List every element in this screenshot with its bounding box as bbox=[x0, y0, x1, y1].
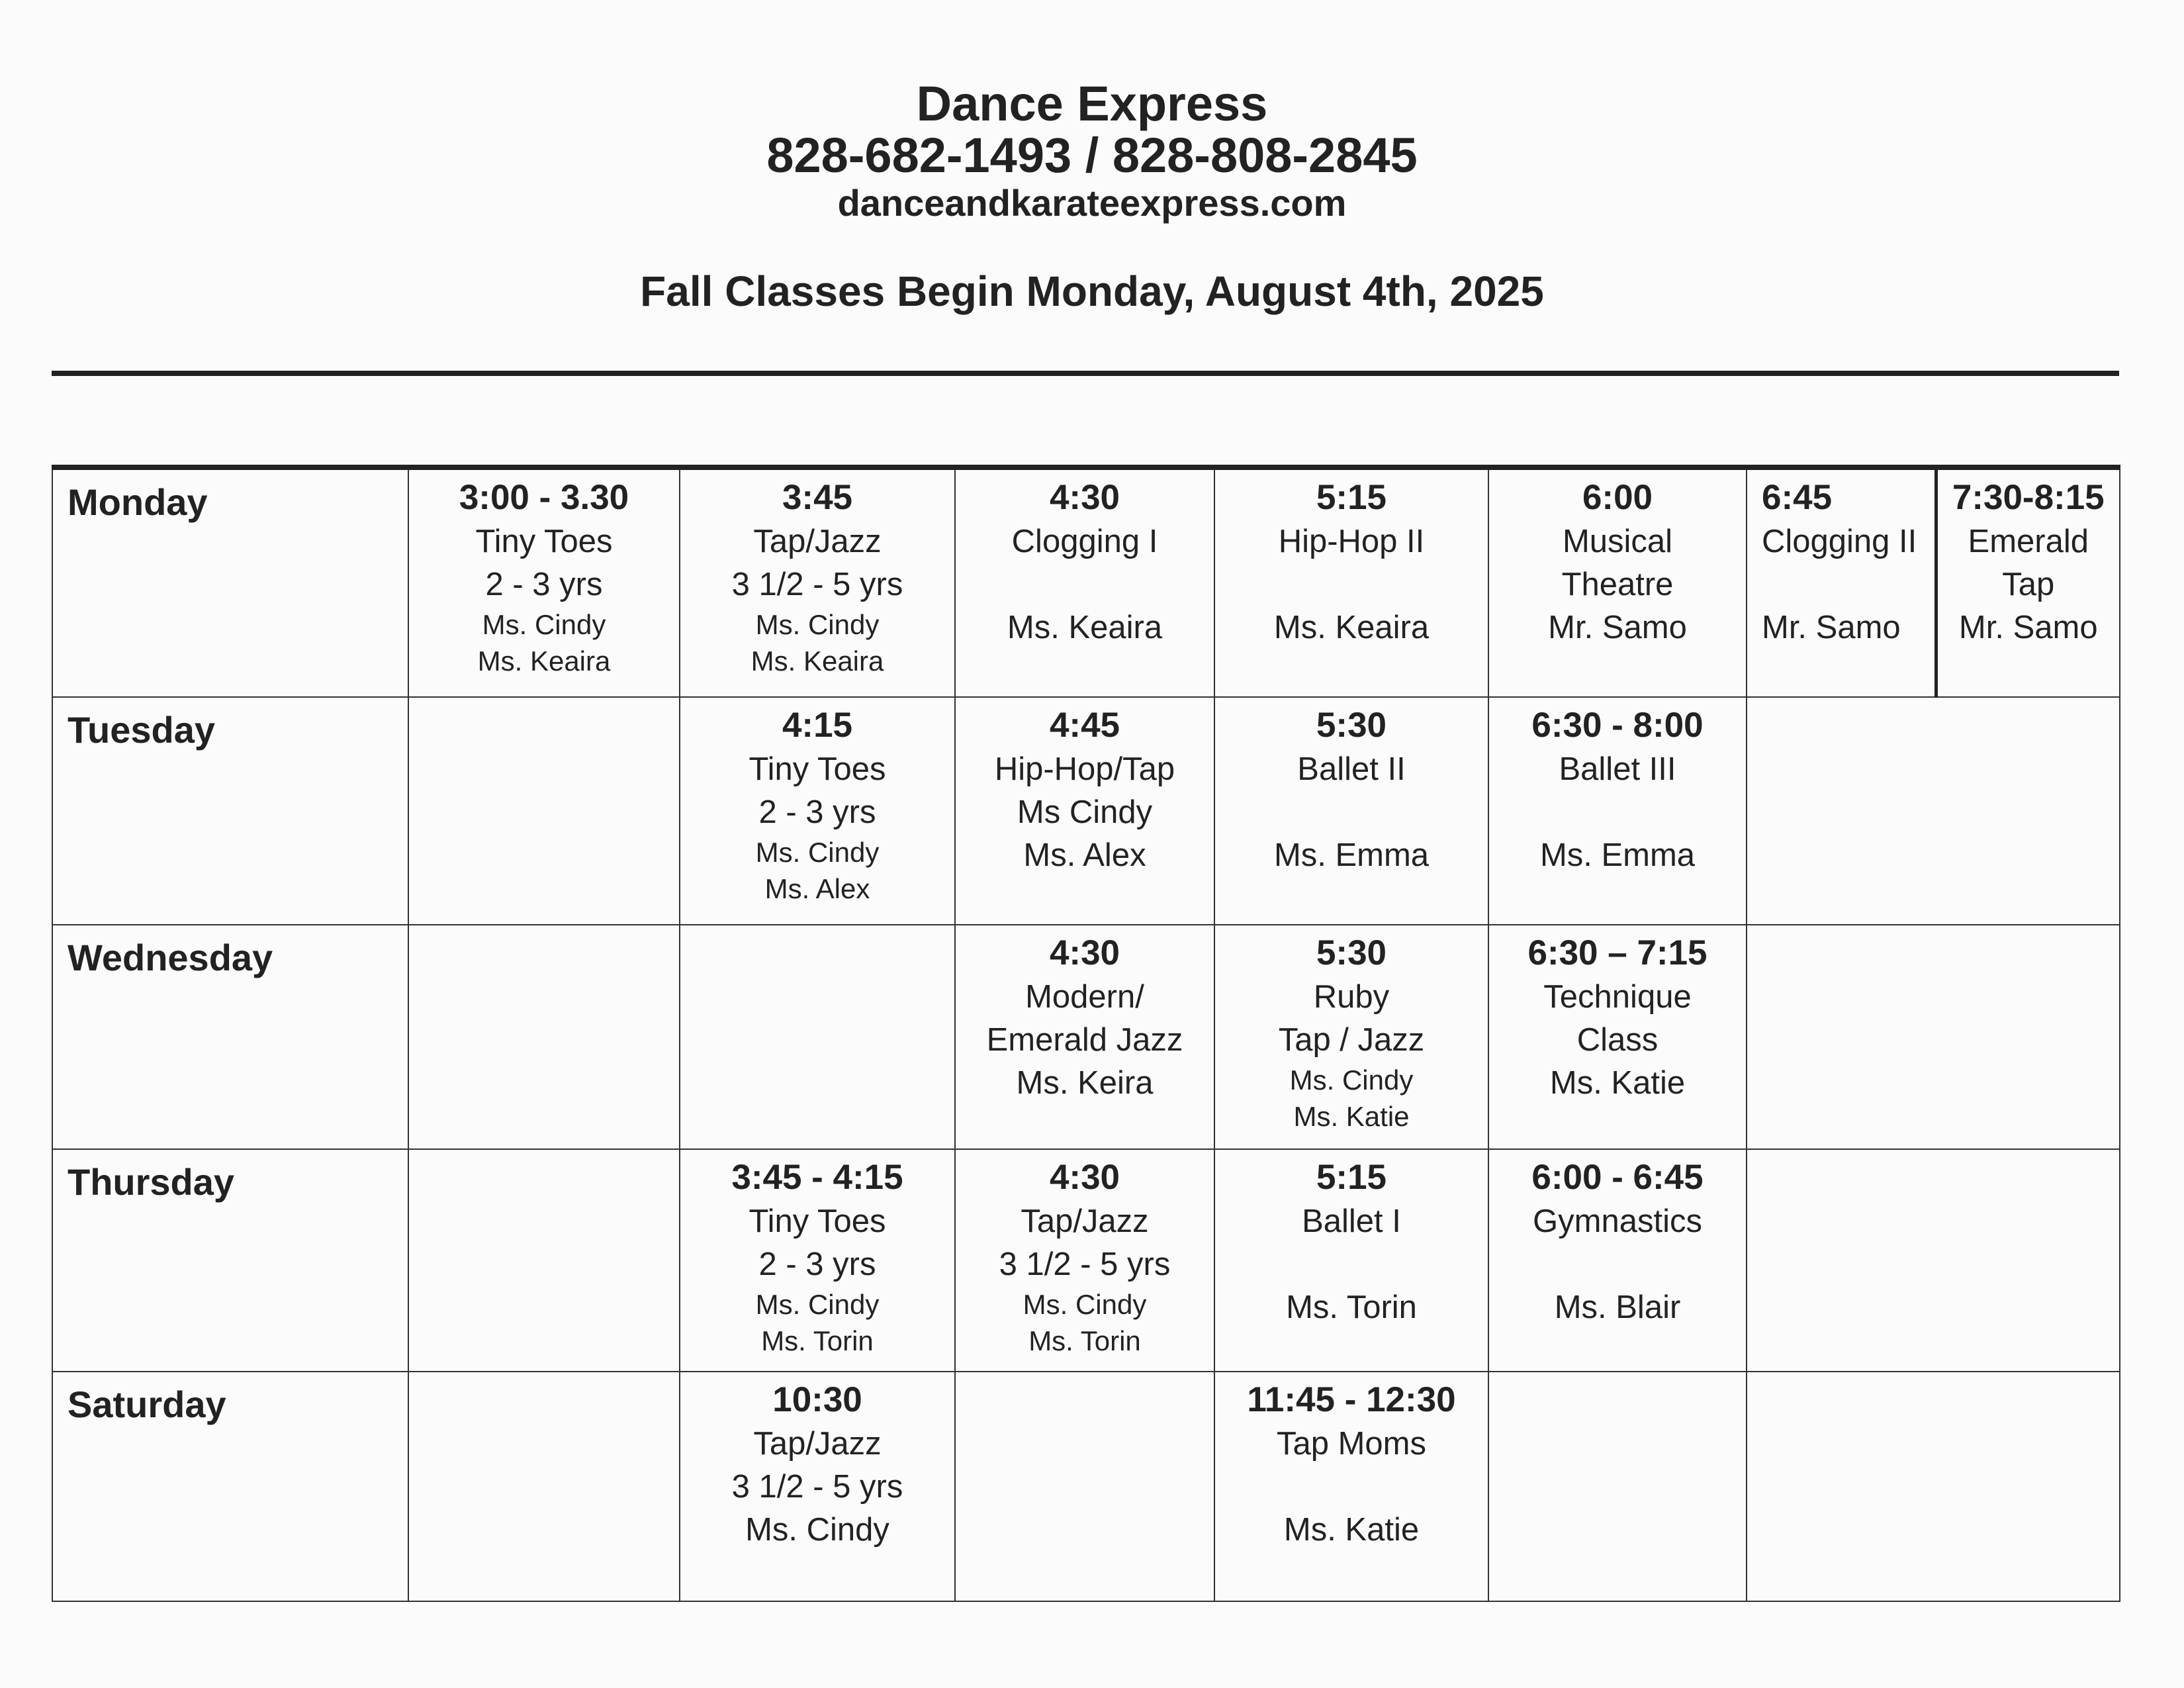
class-name: Gymnastics bbox=[1533, 1203, 1702, 1239]
class-time: 3:45 bbox=[782, 478, 853, 517]
class-name: Tap/Jazz bbox=[1021, 1203, 1149, 1239]
class-name: Ballet II bbox=[1297, 751, 1406, 787]
class-cell bbox=[680, 1149, 955, 1372]
class-name-cont: Emerald Jazz bbox=[986, 1022, 1183, 1058]
class-cell bbox=[1747, 467, 1936, 697]
empty-cell bbox=[408, 1372, 680, 1601]
class-cell bbox=[408, 467, 680, 697]
class-teacher: Mr. Samo bbox=[1958, 610, 2098, 645]
class-name: Hip-Hop/Tap bbox=[994, 751, 1175, 787]
class-schedule-table bbox=[52, 465, 2120, 1602]
class-teacher: Ms. Cindy bbox=[755, 609, 880, 640]
class-teacher: Ms. Torin bbox=[761, 1325, 874, 1356]
class-name: Hip-Hop II bbox=[1278, 524, 1425, 559]
class-name: Modern/ bbox=[1025, 979, 1144, 1015]
empty-cell bbox=[408, 925, 680, 1149]
class-name: Emerald bbox=[1968, 524, 2089, 559]
class-name: Ballet III bbox=[1559, 751, 1676, 787]
class-teacher: Mr. Samo bbox=[1548, 610, 1687, 645]
class-cell bbox=[680, 697, 955, 925]
class-name: Tap/Jazz bbox=[753, 1426, 882, 1462]
class-teacher: Ms. Cindy bbox=[755, 1288, 880, 1320]
class-teacher: Ms. Katie bbox=[1293, 1101, 1410, 1133]
day-label: Wednesday bbox=[52, 925, 408, 1149]
class-teacher: Ms. Katie bbox=[1549, 1065, 1686, 1102]
schedule-row-thursday bbox=[52, 1149, 2120, 1372]
class-name: Tiny Toes bbox=[749, 751, 886, 787]
class-name: Tap Moms bbox=[1276, 1426, 1426, 1462]
schedule-row-saturday bbox=[52, 1372, 2120, 1601]
class-cell bbox=[1214, 1149, 1488, 1372]
class-teacher: Ms. Katie bbox=[1283, 1512, 1420, 1548]
class-teacher: Ms. Cindy bbox=[745, 1512, 889, 1548]
class-teacher: Ms. Blair bbox=[1554, 1289, 1681, 1325]
class-teacher: Ms. Torin bbox=[1286, 1289, 1417, 1325]
empty-cell bbox=[1747, 1372, 2120, 1601]
class-teacher: Ms. Emma bbox=[1273, 837, 1430, 873]
class-cell bbox=[1488, 467, 1747, 697]
class-ages: 2 - 3 yrs bbox=[485, 567, 603, 602]
class-time: 4:15 bbox=[782, 705, 853, 745]
class-ages: 2 - 3 yrs bbox=[758, 1246, 876, 1282]
class-time: 6:00 - 6:45 bbox=[1531, 1157, 1704, 1197]
day-label: Monday bbox=[52, 467, 408, 697]
class-teacher: Ms. Alex bbox=[764, 872, 870, 904]
class-time: 11:45 - 12:30 bbox=[1247, 1380, 1456, 1420]
empty-cell bbox=[955, 1372, 1214, 1601]
class-cell bbox=[955, 697, 1214, 925]
class-cell bbox=[955, 467, 1214, 697]
class-time: 6:00 bbox=[1582, 478, 1653, 517]
empty-cell bbox=[680, 925, 955, 1149]
class-cell bbox=[1214, 925, 1488, 1149]
class-name: Musical bbox=[1562, 524, 1673, 559]
class-cell bbox=[955, 925, 1214, 1149]
class-cell bbox=[1214, 1372, 1488, 1601]
schedule-row-tuesday bbox=[52, 697, 2120, 925]
class-teacher: Ms. Cindy bbox=[482, 609, 606, 640]
class-cell bbox=[1488, 925, 1747, 1149]
empty-cell bbox=[408, 697, 680, 925]
schedule-row-wednesday bbox=[52, 925, 2120, 1149]
class-time: 3:00 - 3.30 bbox=[459, 478, 629, 517]
class-name: Ballet I bbox=[1302, 1203, 1401, 1239]
empty-cell bbox=[1747, 925, 2120, 1149]
class-time: 3:45 - 4:15 bbox=[731, 1157, 903, 1197]
class-ages: 3 1/2 - 5 yrs bbox=[731, 1469, 903, 1505]
empty-cell bbox=[408, 1149, 680, 1372]
class-teacher: Ms. Torin bbox=[1028, 1325, 1141, 1356]
class-time: 6:30 - 8:00 bbox=[1531, 705, 1704, 745]
empty-cell bbox=[1747, 1149, 2120, 1372]
class-teacher: Ms. Cindy bbox=[755, 836, 880, 868]
class-name-cont: Theatre bbox=[1561, 567, 1674, 602]
class-teacher: Ms. Alex bbox=[1023, 837, 1146, 873]
class-time: 5:30 bbox=[1316, 933, 1387, 973]
class-time: 6:45 bbox=[1762, 478, 1833, 517]
class-time: 4:45 bbox=[1049, 705, 1120, 745]
class-name-cont: Tap / Jazz bbox=[1278, 1022, 1425, 1058]
class-teacher: Mr. Samo bbox=[1762, 610, 1901, 645]
day-label: Saturday bbox=[52, 1372, 408, 1601]
class-cell bbox=[1488, 1149, 1747, 1372]
class-name: Tap/Jazz bbox=[753, 524, 882, 559]
day-label: Tuesday bbox=[52, 697, 408, 925]
class-teacher: Ms. Cindy bbox=[1023, 1288, 1147, 1320]
class-name-cont: Tap bbox=[2002, 567, 2055, 602]
class-name: Clogging I bbox=[1011, 524, 1158, 559]
class-cell bbox=[1214, 467, 1488, 697]
class-time: 5:30 bbox=[1316, 705, 1387, 745]
class-cell bbox=[1488, 697, 1747, 925]
class-time: 4:30 bbox=[1049, 478, 1120, 517]
empty-cell bbox=[1747, 697, 2120, 925]
website: danceandkarateexpress.com bbox=[837, 182, 1347, 224]
class-cell bbox=[680, 467, 955, 697]
class-ages: 2 - 3 yrs bbox=[758, 794, 876, 830]
class-teacher: Ms. Keaira bbox=[751, 645, 884, 677]
class-time: 7:30-8:15 bbox=[1952, 478, 2105, 517]
schedule-row-monday bbox=[52, 467, 2120, 697]
phone-numbers: 828-682-1493 / 828-808-2845 bbox=[766, 128, 1418, 183]
class-time: 6:30 – 7:15 bbox=[1527, 933, 1707, 973]
class-cell bbox=[680, 1372, 955, 1601]
class-teacher: Ms. Cindy bbox=[1289, 1064, 1414, 1096]
studio-name: Dance Express bbox=[916, 76, 1268, 131]
class-cell bbox=[1936, 467, 2120, 697]
season-start-note: Fall Classes Begin Monday, August 4th, 2025 bbox=[640, 267, 1544, 315]
class-teacher: Ms. Keaira bbox=[1007, 610, 1163, 645]
class-cell bbox=[955, 1149, 1214, 1372]
class-teacher: Ms. Keira bbox=[1016, 1065, 1154, 1102]
class-name: Tiny Toes bbox=[749, 1203, 886, 1239]
class-name: Tiny Toes bbox=[475, 524, 613, 559]
header-divider bbox=[52, 371, 2119, 376]
class-teacher: Ms. Keaira bbox=[477, 645, 611, 677]
day-label: Thursday bbox=[52, 1149, 408, 1372]
class-time: 10:30 bbox=[772, 1380, 862, 1420]
class-teacher: Ms. Keaira bbox=[1273, 610, 1430, 645]
class-time: 5:15 bbox=[1316, 478, 1387, 517]
class-name: Ruby bbox=[1313, 979, 1390, 1015]
empty-cell bbox=[1488, 1372, 1747, 1601]
class-time: 4:30 bbox=[1049, 933, 1120, 973]
class-cell bbox=[1214, 697, 1488, 925]
class-time: 5:15 bbox=[1316, 1157, 1387, 1197]
class-ages: 3 1/2 - 5 yrs bbox=[999, 1246, 1171, 1282]
class-teacher: Ms Cindy bbox=[1017, 794, 1153, 830]
class-name: Technique bbox=[1543, 979, 1692, 1015]
class-time: 4:30 bbox=[1049, 1157, 1120, 1197]
class-name: Clogging II bbox=[1762, 524, 1917, 559]
class-ages: 3 1/2 - 5 yrs bbox=[731, 567, 903, 602]
class-teacher: Ms. Emma bbox=[1539, 837, 1696, 873]
class-name-cont: Class bbox=[1576, 1022, 1659, 1058]
